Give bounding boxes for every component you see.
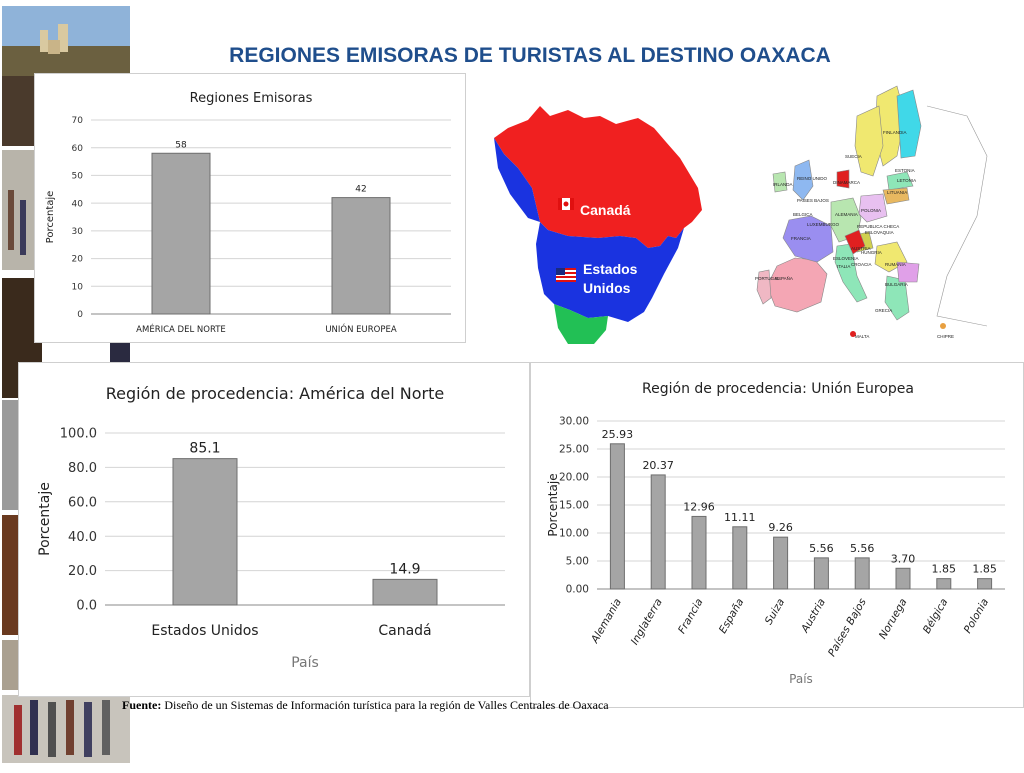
north-america-map (488, 98, 710, 344)
europe-label: ESTONIA (895, 168, 915, 173)
bar (774, 537, 788, 589)
y-tick-label: 20.0 (68, 564, 97, 580)
europe-label: GRECIA (875, 308, 893, 313)
y-axis-label: Porcentaje (45, 190, 56, 244)
europe-label: PORTUGAL (755, 276, 780, 281)
y-tick-label: 0.00 (565, 583, 589, 596)
europe-label: LUXEMBURGO (807, 222, 840, 227)
europe-label: RUMANIA (885, 262, 906, 267)
bar-value-label: 1.85 (931, 562, 957, 576)
x-axis-label: País (789, 672, 813, 686)
y-tick-label: 10 (71, 282, 83, 293)
canada-region (494, 106, 702, 248)
bar-value-label: 5.56 (809, 541, 834, 555)
x-tick-label: Austria (799, 596, 828, 635)
source-text: Diseño de un Sistemas de Información turística para la región de Valles Centrales de Oaxaca (164, 698, 609, 712)
bar-value-label: 11.11 (724, 510, 756, 524)
europe-label: ESLOVAQUIA (865, 230, 894, 235)
y-tick-label: 80.0 (68, 460, 97, 476)
europe-label: LITUANIA (887, 190, 908, 195)
y-tick-label: 0 (77, 310, 83, 321)
y-tick-label: 50 (71, 171, 83, 182)
y-tick-label: 40 (71, 199, 83, 210)
europe-label: ALEMANIA (835, 212, 858, 217)
bar (896, 568, 910, 589)
x-axis-label: País (291, 655, 319, 671)
europe-label: CHIPRE (937, 334, 955, 339)
union-europea-chart (531, 363, 1024, 709)
y-tick-label: 60.0 (68, 495, 97, 511)
europe-label: ITALIA (837, 264, 851, 269)
europe-label: REINO UNIDO (797, 176, 828, 181)
bar-value-label: 12.96 (683, 500, 715, 514)
bar-value-label: 9.26 (768, 521, 793, 535)
union-europea-chart-panel (530, 362, 1024, 708)
x-tick-label: Francia (675, 596, 706, 636)
x-tick-label: UNIÓN EUROPEA (325, 325, 397, 335)
y-tick-label: 40.0 (68, 529, 97, 545)
europe-label: BULGARIA (885, 282, 908, 287)
europe-label: DINAMARCA (833, 180, 861, 185)
source-note (122, 698, 609, 713)
y-tick-label: 100.0 (59, 426, 97, 442)
x-tick-label: Suiza (762, 596, 788, 627)
chart-title: Regiones Emisoras (189, 91, 313, 106)
america-del-norte-chart (19, 363, 531, 698)
europe-label: ESLOVENIA (833, 256, 859, 261)
x-tick-label: Canadá (378, 623, 432, 639)
bar (855, 558, 869, 589)
y-tick-label: 5.00 (565, 555, 589, 568)
bar (814, 558, 828, 589)
europe-label: FINLANDIA (883, 130, 907, 135)
bar-value-label: 42 (355, 184, 367, 195)
europe-label: HUNGRIA (861, 250, 882, 255)
north-america-map-svg (488, 98, 710, 344)
europe-label: ESPAÑA (775, 276, 793, 281)
bar-value-label: 58 (175, 140, 187, 151)
y-axis-label: Porcentaje (37, 482, 53, 556)
usa-flag-icon (556, 268, 576, 282)
bar (373, 579, 437, 605)
x-tick-label: Inglaterra (628, 596, 665, 648)
america-del-norte-chart-panel (18, 362, 530, 697)
bar (610, 444, 624, 589)
bar (332, 198, 390, 314)
y-tick-label: 25.00 (558, 443, 589, 456)
bar (651, 475, 665, 589)
y-tick-label: 20.00 (558, 471, 589, 484)
y-tick-label: 15.00 (558, 499, 589, 512)
bar (937, 579, 951, 589)
bar (152, 153, 210, 314)
usa-map-label-line2: Unidos (583, 280, 631, 296)
europe-label: REPUBLICA CHECA (857, 224, 900, 229)
x-tick-label: Países Bajos (825, 596, 869, 659)
y-tick-label: 60 (71, 143, 83, 154)
europe-map-svg (737, 76, 999, 346)
y-axis-label: Porcentaje (546, 473, 560, 537)
bar-value-label: 5.56 (849, 541, 875, 555)
x-tick-label: Estados Unidos (151, 623, 259, 639)
europe-label: FRANCIA (791, 236, 811, 241)
bar (978, 579, 992, 589)
x-tick-label: España (716, 596, 747, 636)
chart-title: Región de procedencia: Unión Europea (642, 381, 914, 397)
bar-value-label: 25.93 (601, 427, 634, 441)
europe-label: CROACIA (851, 262, 872, 267)
y-tick-label: 70 (71, 116, 83, 127)
x-tick-label: AMÉRICA DEL NORTE (136, 325, 226, 335)
europe-label: AUSTRIA (851, 246, 871, 251)
x-tick-label: Alemania (588, 596, 624, 646)
europe-label: MALTA (855, 334, 870, 339)
source-label: Fuente: (122, 698, 162, 712)
bar (173, 459, 237, 605)
canada-map-label: Canadá (580, 202, 631, 218)
bar-value-label: 3.70 (890, 552, 916, 566)
europe-label: BELGICA (793, 212, 813, 217)
bar-value-label: 14.9 (389, 561, 421, 578)
europe-label: POLONIA (861, 208, 882, 213)
x-tick-label: Noruega (876, 596, 910, 642)
x-tick-label: Bélgica (920, 596, 951, 636)
europe-label: PAISES BAJOS (797, 198, 829, 203)
y-tick-label: 10.00 (558, 527, 589, 540)
europe-label: SUECIA (845, 154, 862, 159)
page-title: REGIONES EMISORAS DE TURISTAS AL DESTINO OAXACA (229, 44, 831, 67)
bar (692, 516, 706, 589)
bar-value-label: 85.1 (189, 440, 221, 457)
europe-map (737, 76, 999, 346)
y-tick-label: 30 (71, 227, 83, 238)
europe-label: LETONIA (897, 178, 917, 183)
usa-map-label-line1: Estados (583, 261, 638, 277)
x-tick-label: Polonia (961, 596, 992, 636)
y-tick-label: 20 (71, 254, 83, 265)
y-tick-label: 0.0 (76, 598, 97, 614)
regiones-emisoras-chart-panel (34, 73, 466, 343)
y-tick-label: 30.00 (558, 415, 589, 428)
bar (733, 527, 747, 589)
bar-value-label: 1.85 (972, 562, 997, 576)
chart-title: Región de procedencia: América del Norte (105, 384, 445, 403)
bar-value-label: 20.37 (642, 458, 674, 472)
europe-label: IRLANDA (773, 182, 793, 187)
regiones-emisoras-chart (35, 74, 467, 344)
